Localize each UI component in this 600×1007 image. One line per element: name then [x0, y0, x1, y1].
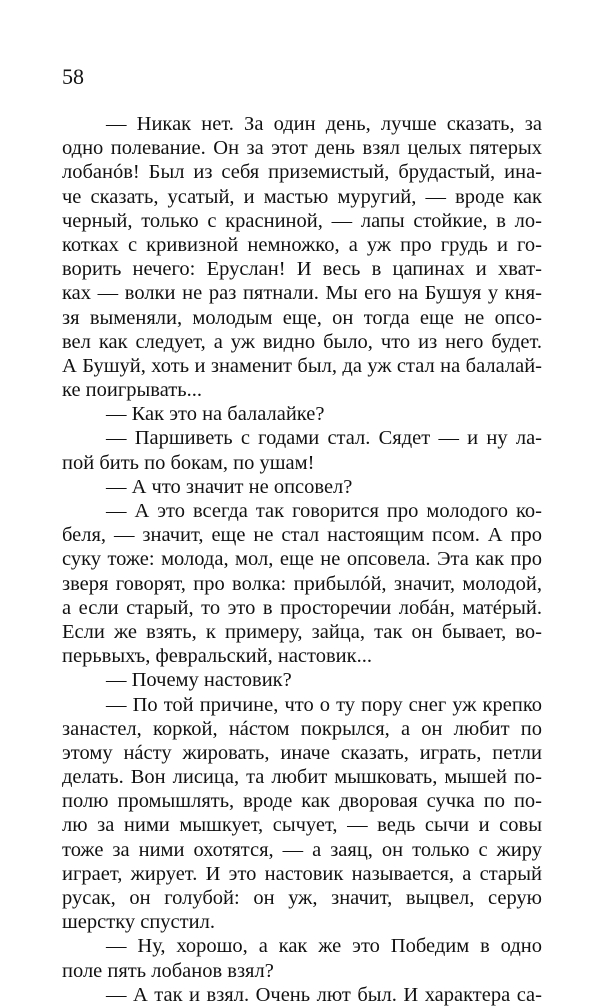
- text-line: черный, только с красниной, — лапы стойкие, в ло-: [62, 209, 542, 232]
- text-line: перьвыхъ, февральский, настовик...: [62, 645, 372, 668]
- text-line: — А так и взял. Очень лют был. И характера са-: [106, 983, 542, 1006]
- text-line: занастел, коркой, нáстом покрылся, а он любит по: [62, 717, 542, 740]
- text-line: пой бить по бокам, по ушам!: [62, 451, 315, 474]
- text-line: — Почему настовик?: [106, 669, 292, 692]
- text-line: беля, — значит, еще не стал настоящим псом. А про: [62, 524, 542, 547]
- text-line: — Паршиветь с годами стал. Сядет — и ну ла-: [106, 427, 542, 450]
- text-line: а если старый, то это в просторечии лобáн, матéрый.: [62, 596, 542, 619]
- text-line: ворить нечего: Еруслан! И весь в цапинах и хват-: [62, 258, 542, 281]
- text-line: — Ну, хорошо, а как же это Победим в одно: [106, 935, 542, 958]
- text-line: делать. Вон лисица, та любит мышковать, мышей по-: [62, 766, 542, 789]
- text-line: — А это всегда так говорится про молодого ко-: [106, 500, 542, 522]
- text-line: лю за ними мышкует, сычует, — ведь сычи и совы: [62, 814, 542, 837]
- text-line: лобанóв! Был из себя приземистый, брудастый, ина-: [62, 161, 542, 184]
- text-line: котках с кривизной немножко, а уж про грудь и го-: [62, 233, 542, 256]
- text-line: одно полевание. Он за этот день взял целых пятерых: [62, 137, 542, 160]
- text-line: Если же взять, к примеру, зайца, так он бывает, во-: [62, 620, 542, 643]
- page-number: 58: [62, 64, 84, 89]
- text-line: ках — волки не раз пятнали. Мы его на Бушуя у кня-: [62, 282, 542, 305]
- text-line: шерстку спустил.: [62, 911, 215, 934]
- body-text: [62, 112, 542, 1007]
- text-line: зя выменяли, молодым еще, он тогда еще не опсо-: [62, 306, 542, 329]
- text-line: ке поигрывать...: [62, 379, 202, 402]
- text-line: — Как это на балалайке?: [106, 403, 325, 426]
- text-line: А Бушуй, хоть и знаменит был, да уж стал на балалай-: [62, 354, 542, 377]
- text-line: вел как следует, а уж видно было, что из него будет.: [62, 330, 542, 353]
- text-line: зверя говорят, про волка: прибылóй, значит, молодой,: [62, 572, 542, 595]
- text-line: тоже за ними охотятся, — а заяц, он только с жиру: [62, 838, 542, 861]
- text-line: этому нáсту жировать, иначе сказать, играть, петли: [62, 741, 542, 764]
- text-line: полю промышлять, вроде как дворовая сучка по по-: [62, 790, 542, 813]
- text-line: — А что значит не опсовел?: [106, 475, 353, 498]
- text-line: поле пять лобанов взял?: [62, 959, 274, 982]
- text-line: че сказать, усатый, и мастью муругий, — вроде как: [62, 185, 542, 208]
- text-line: русак, он голубой: он уж, значит, выцвел, серую: [62, 887, 542, 909]
- text-line: играет, жирует. И это настовик называется, а старый: [62, 862, 542, 885]
- text-line: суку тоже: молода, мол, еще не опсовела. Эта как про: [62, 548, 542, 571]
- text-line: — Никак нет. За один день, лучше сказать, за: [106, 113, 542, 135]
- text-line: — По той причине, что о ту пору снег уж крепко: [106, 693, 542, 716]
